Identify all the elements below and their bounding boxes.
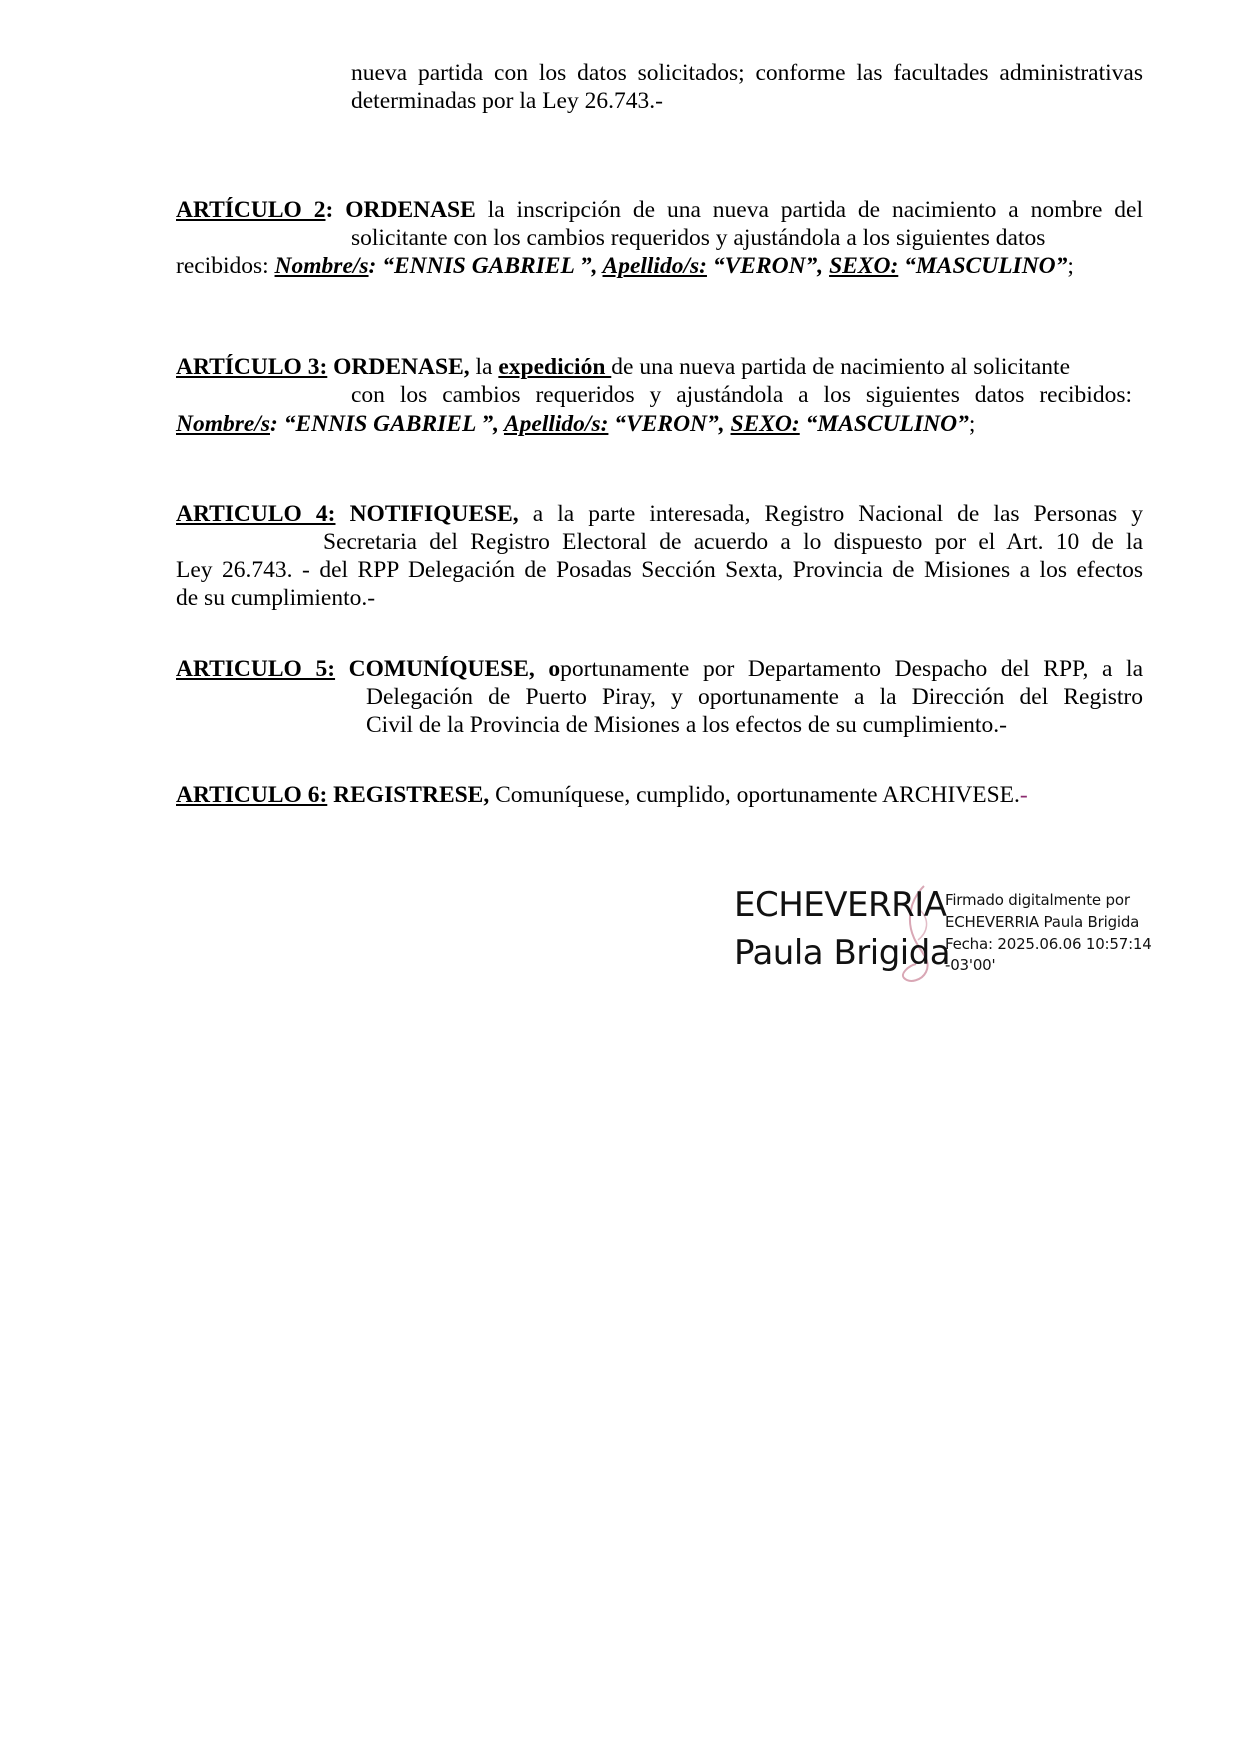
sexo-label: SEXO: [829,253,899,279]
sexo-label: SEXO: [730,411,800,437]
apellido-value: “VERON”, [608,411,731,437]
article-5-heading: ARTICULO 5: [176,656,336,682]
article-3-line-1: ARTÍCULO 3: ORDENASE, la expedición de una nueva partida de nacimiento al solicitante [176,354,1071,380]
intro-line-1: nueva partida con los datos solicitados; conforme las facultades administrativas [351,60,1143,86]
nombre-label: Nombre/s [176,411,270,437]
article-2-heading: ARTÍCULO 2 [176,197,326,223]
article-5-line-3: Civil de la Provincia de Misiones a los efectos de su cumplimiento.- [366,712,1007,738]
signature-date: Fecha: 2025.06.06 10:57:14 [945,935,1152,953]
article-2-verb: ORDENASE [345,197,476,223]
signature-line-1: Firmado digitalmente por [945,891,1130,909]
article-2-line-1: ARTÍCULO 2: ORDENASE la inscripción de una nueva partida de nacimiento a nombre del [176,197,1144,223]
article-5-line-1: ARTICULO 5: COMUNÍQUESE, oportunamente por Departamento Despacho del RPP, a la [176,656,1144,682]
article-2-line-3: recibidos: Nombre/s: “ENNIS GABRIEL ”, Apellido/s: “VERON”, SEXO: “MASCULINO”; [176,253,1074,279]
nombre-value: : “ENNIS GABRIEL ”, [368,253,603,279]
article-6-line-1: ARTICULO 6: REGISTRESE, Comuníquese, cumplido, oportunamente ARCHIVESE.- [176,782,1028,808]
intro-line-2: determinadas por la Ley 26.743.- [351,88,663,114]
article-4-line-4: de su cumplimiento.- [176,585,376,611]
article-6-verb: REGISTRESE, [327,782,490,808]
signer-surname: ECHEVERRIA [734,885,947,925]
article-3-heading: ARTÍCULO 3: [176,354,328,380]
apellido-label: Apellido/s: [602,253,707,279]
signature-timezone: -03'00' [945,956,996,974]
sexo-value: “MASCULINO” [799,411,969,437]
article-4-line-2: Secretaria del Registro Electoral de acuerdo a lo dispuesto por el Art. 10 de la [323,529,1143,555]
signature-line-2: ECHEVERRIA Paula Brigida [945,913,1140,931]
signer-given-names: Paula Brigida [734,933,951,973]
expedicion-word: expedición [498,354,612,380]
article-3-line-2: con los cambios requeridos y ajustándola a los siguientes datos recibidos: [351,382,1132,408]
apellido-value: “VERON”, [706,253,830,279]
article-4-verb: NOTIFIQUESE, [335,501,519,527]
apellido-label: Apellido/s: [503,411,609,437]
article-4-line-3: Ley 26.743. - del RPP Delegación de Posadas Sección Sexta, Provincia de Misiones a los efectos [176,557,1143,583]
article-2-line-2: solicitante con los cambios requeridos y ajustándola a los siguientes datos [351,225,1046,251]
nombre-value: : “ENNIS GABRIEL ”, [270,411,504,437]
article-5-verb: COMUNÍQUESE, o [335,656,561,682]
article-3-verb: ORDENASE, [327,354,470,380]
article-5-line-2: Delegación de Puerto Piray, y oportunamente a la Dirección del Registro [366,684,1143,710]
nombre-label: Nombre/s [274,253,369,279]
article-6-heading: ARTICULO 6: [176,782,328,808]
article-3-line-3: Nombre/s: “ENNIS GABRIEL ”, Apellido/s: “VERON”, SEXO: “MASCULINO”; [176,411,976,437]
sexo-value: “MASCULINO” [898,253,1068,279]
article-4-heading: ARTICULO 4: [176,501,336,527]
article-4-line-1: ARTICULO 4: NOTIFIQUESE, a la parte interesada, Registro Nacional de las Personas y [176,501,1143,527]
